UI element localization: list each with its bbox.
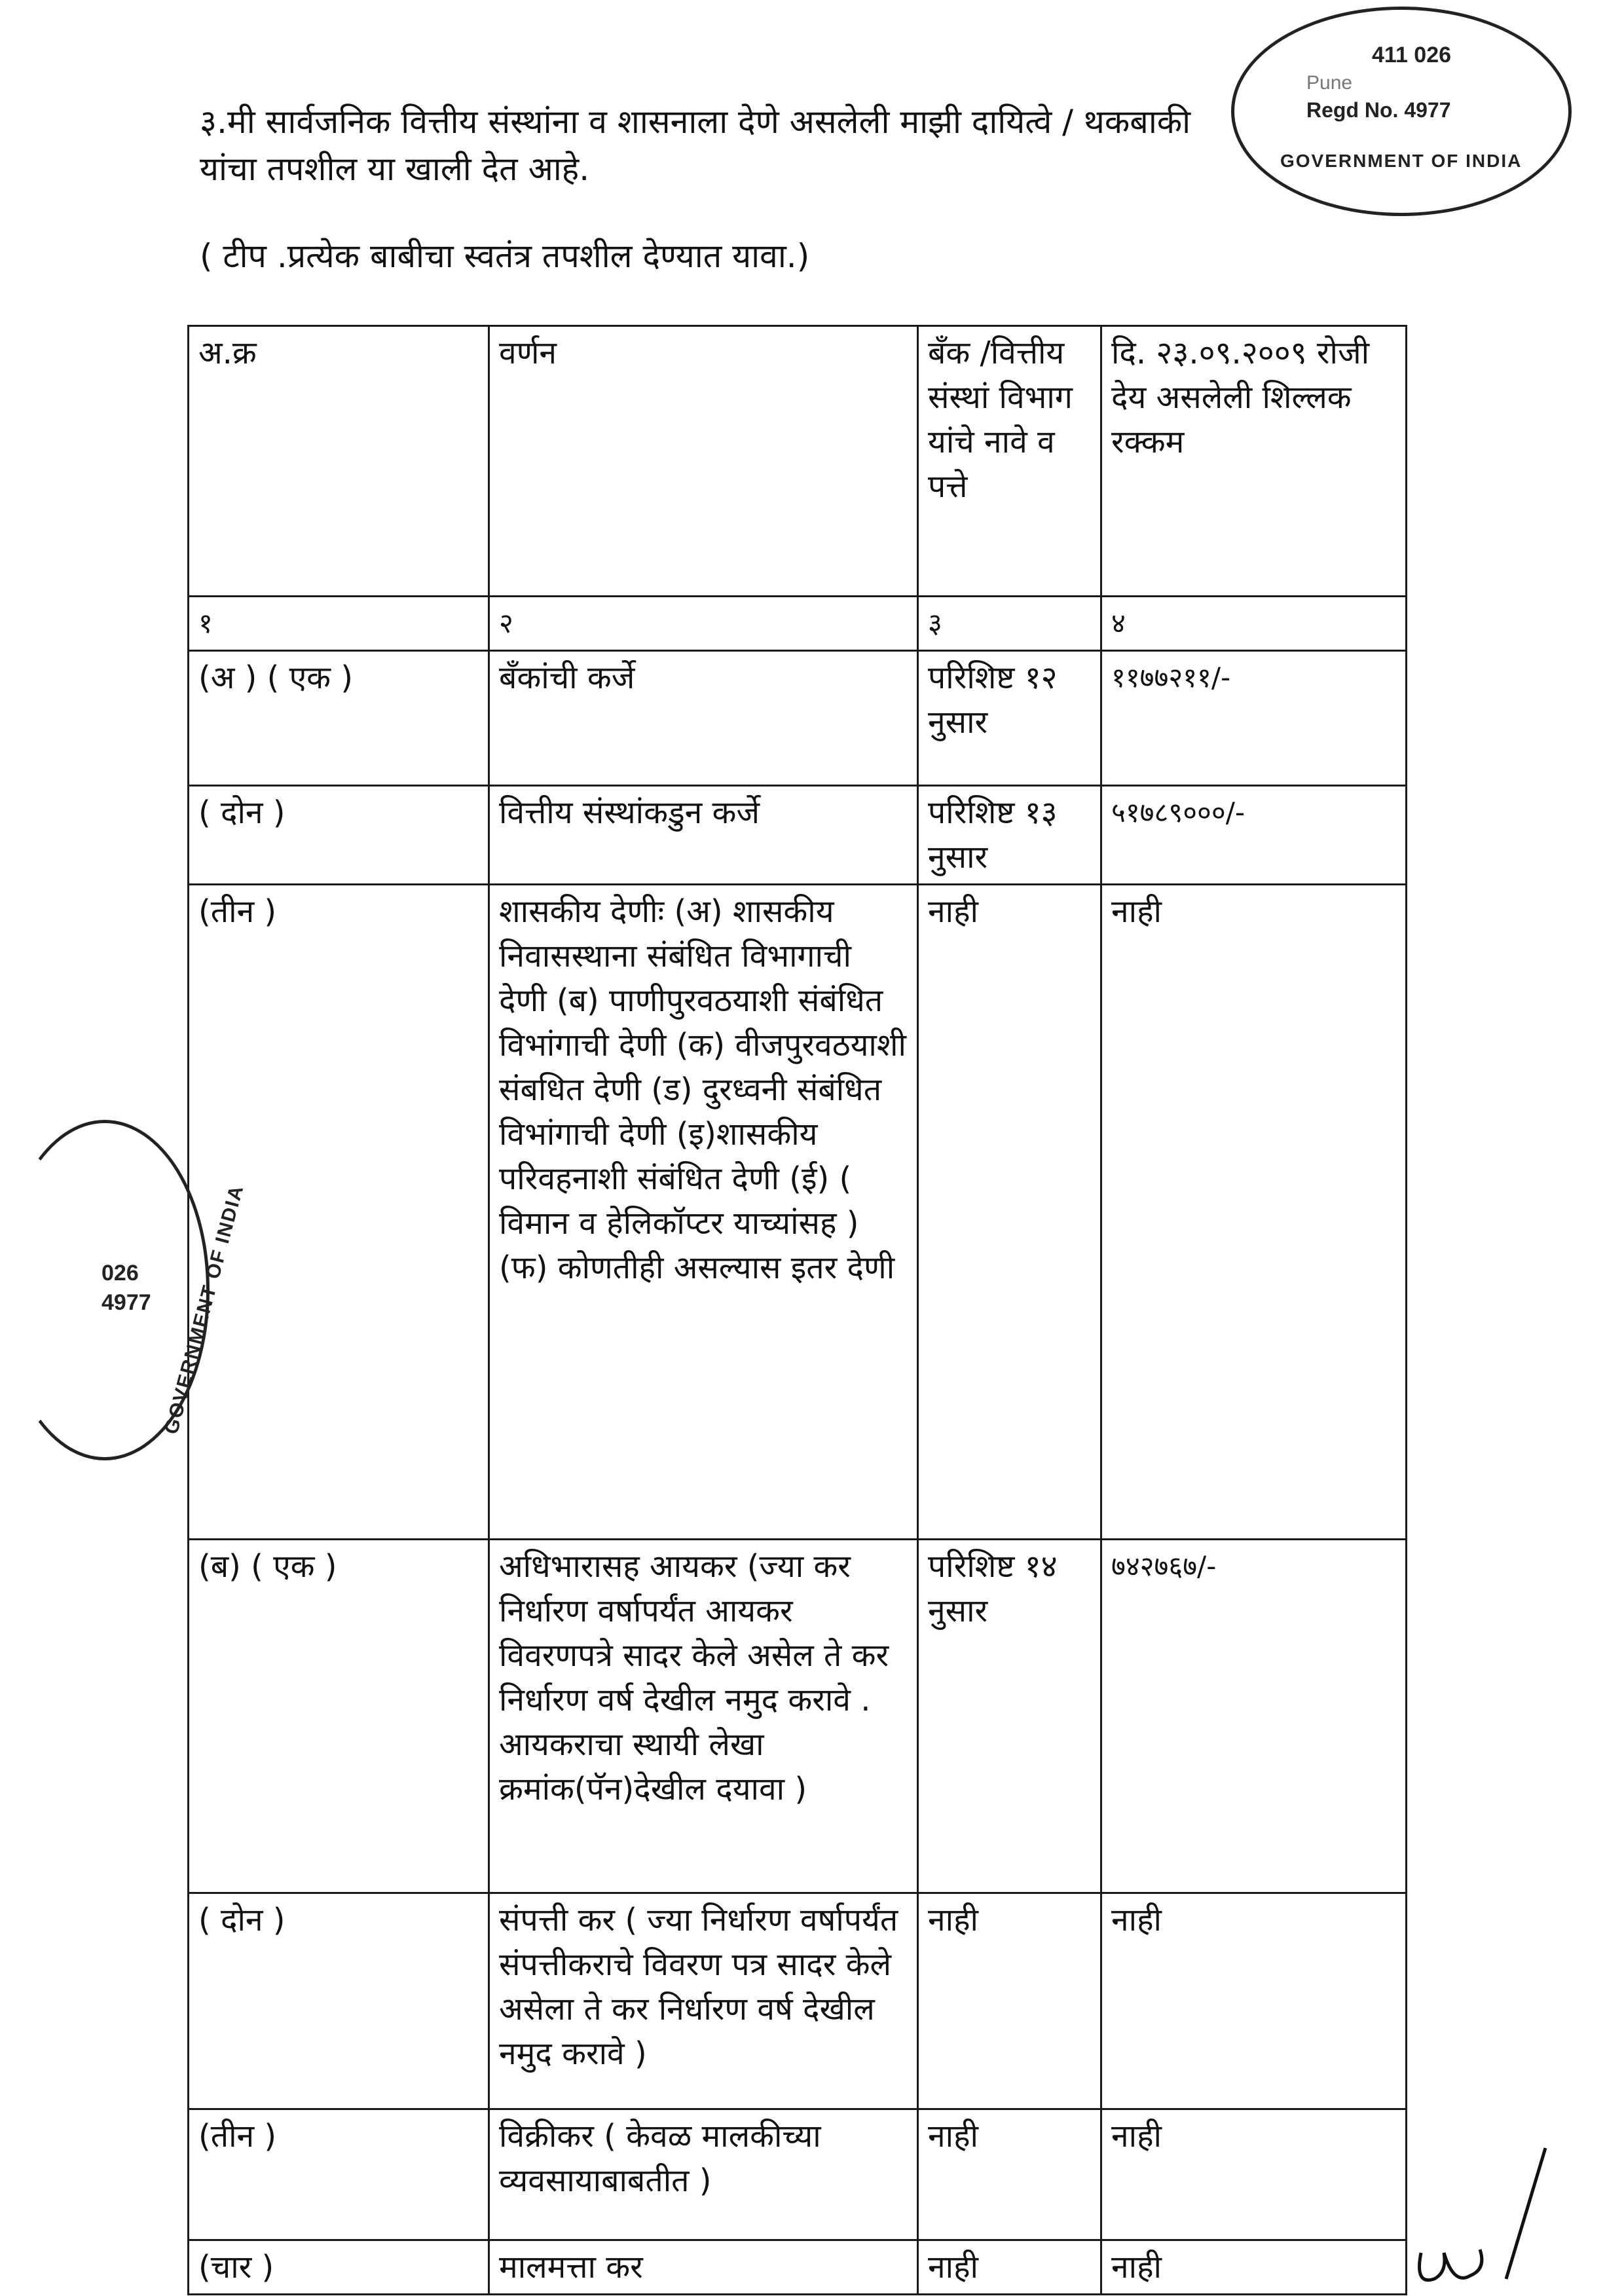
row-description: संपत्ती कर ( ज्या निर्धारण वर्षापर्यंत संपत्तीकराचे विवरण पत्र सादर केले असेला ते कर निर्धारण वर्ष देखील नमुद करावे ) xyxy=(489,1893,918,2109)
row-description: मालमत्ता कर xyxy=(489,2240,918,2295)
stamp-reg: Regd No. 4977 xyxy=(1306,98,1451,122)
row-amount: ५१७८९०००/- xyxy=(1101,786,1407,885)
row-bank: नाही xyxy=(918,1893,1101,2109)
stamp-pin: 026 xyxy=(101,1261,139,1286)
stamp-reg: 4977 xyxy=(101,1290,151,1315)
row-bank: नाही xyxy=(918,885,1101,1540)
col-number: १ xyxy=(189,597,489,651)
row-serial: ( दोन ) xyxy=(189,1893,489,2109)
row-bank: परिशिष्ट १३ नुसार xyxy=(918,786,1101,885)
row-serial: (ब) ( एक ) xyxy=(189,1540,489,1893)
row-amount: नाही xyxy=(1101,2109,1407,2240)
header-row xyxy=(189,326,1407,597)
header-amount: दि. २३.०९.२००९ रोजी देय असलेली शिल्लक रक्कम xyxy=(1101,326,1407,597)
table-row xyxy=(189,1893,1407,2109)
government-stamp-top-right xyxy=(1231,7,1572,216)
row-bank: नाही xyxy=(918,2240,1101,2295)
row-amount: ११७७२११/- xyxy=(1101,651,1407,786)
row-description: वित्तीय संस्थांकडुन कर्जे xyxy=(489,786,918,885)
row-serial: (चार ) xyxy=(189,2240,489,2295)
note-paragraph: ( टीप .प्रत्येक बाबीचा स्वतंत्र तपशील देण्यात यावा.) xyxy=(200,237,810,275)
row-amount: नाही xyxy=(1101,885,1407,1540)
row-amount: नाही xyxy=(1101,2240,1407,2295)
row-description: विक्रीकर ( केवळ मालकीच्या व्यवसायाबाबतीत ) xyxy=(489,2109,918,2240)
row-serial: (अ ) ( एक ) xyxy=(189,651,489,786)
stamp-text: GOVERNMENT OF INDIA xyxy=(160,1182,248,1437)
row-serial: (तीन ) xyxy=(189,885,489,1540)
stamp-city: Pune xyxy=(1306,72,1353,94)
signature xyxy=(1408,2122,1604,2292)
row-bank: परिशिष्ट १२ नुसार xyxy=(918,651,1101,786)
header-bank: बँक /वित्तीय संस्थां विभाग यांचे नावे व पत्ते xyxy=(918,326,1101,597)
header-description: वर्णन xyxy=(489,326,918,597)
table-row xyxy=(189,2240,1407,2295)
row-amount: नाही xyxy=(1101,1893,1407,2109)
stamp-pin: 411 026 xyxy=(1372,43,1452,67)
row-bank: नाही xyxy=(918,2109,1101,2240)
row-description: शासकीय देणीः (अ) शासकीय निवासस्थाना संबंधित विभागाची देणी (ब) पाणीपुरवठयाशी संबंधित विभांगाची देणी (क) वीजपुरवठयाशी संबधित देणी (ड) दुरध्वनी संबंधित विभांगाची देणी (इ)शासकीय परिवहनाशी संबंधित देणी (ई) ( विमान व हेलिकॉप्टर याच्यांसह ) (फ) कोणतीही असल्यास इतर देणी xyxy=(489,885,918,1540)
government-stamp-left xyxy=(0,1120,248,1460)
header-serial: अ.क्र xyxy=(189,326,489,597)
row-description: बँकांची कर्जे xyxy=(489,651,918,786)
row-description: अधिभारासह आयकर (ज्या कर निर्धारण वर्षापर्यंत आयकर विवरणपत्रे सादर केले असेल ते कर निर्धारण वर्ष देखील नमुद करावे . आयकराचा स्थायी लेखा क्रमांक(पॅन)देखील दयावा ) xyxy=(489,1540,918,1893)
table-row xyxy=(189,885,1407,1540)
row-serial: (तीन ) xyxy=(189,2109,489,2240)
row-serial: ( दोन ) xyxy=(189,786,489,885)
col-number: २ xyxy=(489,597,918,651)
col-number: ४ xyxy=(1101,597,1407,651)
stamp-text: GOVERNMENT OF INDIA xyxy=(1280,151,1522,171)
liabilities-table xyxy=(187,325,1407,2295)
column-number-row xyxy=(189,597,1407,651)
col-number: ३ xyxy=(918,597,1101,651)
intro-paragraph: ३.मी सार्वजनिक वित्तीय संस्थांना व शासनाला देणे असलेली माझी दायित्वे / थकबाकी यांचा तपशील या खाली देत आहे. xyxy=(200,103,1191,188)
row-bank: परिशिष्ट १४ नुसार xyxy=(918,1540,1101,1893)
table-row xyxy=(189,1540,1407,1893)
row-amount: ७४२७६७/- xyxy=(1101,1540,1407,1893)
table-row xyxy=(189,786,1407,885)
table-row xyxy=(189,651,1407,786)
table-row xyxy=(189,2109,1407,2240)
